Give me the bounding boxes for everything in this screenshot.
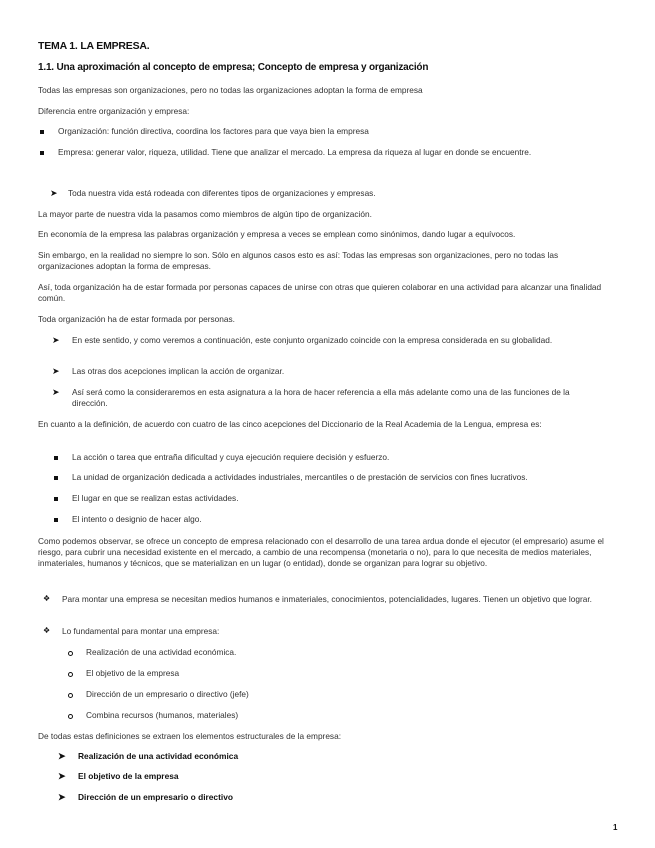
arrow-bullet-icon: ➤ bbox=[52, 387, 60, 397]
list-item-text: El intento o designio de hacer algo. bbox=[72, 514, 202, 524]
paragraph-5: Sin embargo, en la realidad no siempre lo son. Sólo en algunos casos esto es así: Todas las empresas son organizaciones, pero no todas las organizaciones adoptan la forma de empresas. bbox=[38, 250, 559, 271]
diamond-bullet-icon: ❖ bbox=[43, 594, 51, 603]
section-heading: 1.1. Una aproximación al concepto de empresa; Concepto de empresa y organización bbox=[38, 62, 429, 73]
list-item-text: Así será como la consideraremos en esta asignatura a la hora de hacer referencia a ella más adelante como una de las funciones de la dirección. bbox=[72, 387, 570, 408]
paragraph-1: Todas las empresas son organizaciones, pero no todas las organizaciones adoptan la forma de empresa bbox=[38, 85, 423, 95]
list-item-text: Para montar una empresa se necesitan medios humanos e inmateriales, conocimientos, potencialidades, lugares. Tienen un objetivo que lograr. bbox=[62, 594, 592, 604]
document-title: TEMA 1. LA EMPRESA. bbox=[38, 40, 150, 52]
list-item-text: Realización de una actividad económica bbox=[78, 751, 239, 761]
list-item-text: Lo fundamental para montar una empresa: bbox=[62, 626, 220, 636]
list-item-text: En este sentido, y como veremos a continuación, este conjunto organizado coincide con la empresa considerada en su globalidad. bbox=[72, 335, 553, 345]
paragraph-2: Diferencia entre organización y empresa: bbox=[38, 106, 190, 116]
square-bullet-icon bbox=[54, 518, 58, 522]
list-item-text: Toda nuestra vida está rodeada con diferentes tipos de organizaciones y empresas. bbox=[68, 188, 376, 198]
list-item-text: El objetivo de la empresa bbox=[86, 668, 180, 678]
paragraph-6: Así, toda organización ha de estar formada por personas capaces de unirse con otras que quieren colaborar en una actividad para alcanzar una finalidad común. bbox=[38, 282, 602, 303]
page-number: 1 bbox=[613, 823, 618, 832]
arrow-bullet-icon: ➤ bbox=[58, 792, 66, 802]
arrow-bullet-icon: ➤ bbox=[50, 188, 58, 198]
list-item-text: La unidad de organización dedicada a actividades industriales, mercantiles o de prestación de servicios con fines lucrativos. bbox=[72, 472, 528, 482]
square-bullet-icon bbox=[40, 151, 44, 155]
paragraph-9: Como podemos observar, se ofrece un concepto de empresa relacionado con el desarrollo de una tarea ardua donde el ejecutor (el empresario) asume el riesgo, para cubrir una necesidad existente en el mercado, a cambio de una recompensa (monetaria o no), para lo que necesita de medios materiales, inmateriales, humanos y técnicos, que se materializan en un lugar (o entidad), donde se organizan para lograr su objetivo. bbox=[38, 536, 604, 568]
arrow-bullet-icon: ➤ bbox=[58, 751, 66, 761]
circle-bullet-icon bbox=[68, 693, 73, 698]
circle-bullet-icon bbox=[68, 672, 73, 677]
list-item-text: Combina recursos (humanos, materiales) bbox=[86, 710, 239, 720]
arrow-bullet-icon: ➤ bbox=[52, 335, 60, 345]
list-item-text: Dirección de un empresario o directivo (jefe) bbox=[86, 689, 249, 699]
circle-bullet-icon bbox=[68, 651, 73, 656]
square-bullet-icon bbox=[54, 497, 58, 501]
list-item-text: Empresa: generar valor, riqueza, utilidad. Tiene que analizar el mercado. La empresa da riqueza al lugar en donde se encuentre. bbox=[58, 147, 532, 157]
list-item-text: Las otras dos acepciones implican la acción de organizar. bbox=[72, 366, 285, 376]
paragraph-10: De todas estas definiciones se extraen los elementos estructurales de la empresa: bbox=[38, 731, 341, 741]
circle-bullet-icon bbox=[68, 714, 73, 719]
paragraph-4: En economía de la empresa las palabras organización y empresa a veces se emplean como sinónimos, dando lugar a equívocos. bbox=[38, 229, 516, 239]
arrow-bullet-icon: ➤ bbox=[52, 366, 60, 376]
list-item-text: Dirección de un empresario o directivo bbox=[78, 792, 233, 802]
list-item-text: La acción o tarea que entraña dificultad y cuya ejecución requiere decisión y esfuerzo. bbox=[72, 452, 390, 462]
paragraph-7: Toda organización ha de estar formada por personas. bbox=[38, 314, 235, 324]
list-item-text: El lugar en que se realizan estas actividades. bbox=[72, 493, 239, 503]
list-item-text: El objetivo de la empresa bbox=[78, 771, 179, 781]
list-item-text: Realización de una actividad económica. bbox=[86, 647, 237, 657]
square-bullet-icon bbox=[54, 456, 58, 460]
paragraph-3: La mayor parte de nuestra vida la pasamos como miembros de algún tipo de organización. bbox=[38, 209, 372, 219]
square-bullet-icon bbox=[54, 476, 58, 480]
paragraph-8: En cuanto a la definición, de acuerdo con cuatro de las cinco acepciones del Diccionario de la Real Academia de la Lengua, empresa es: bbox=[38, 419, 542, 429]
diamond-bullet-icon: ❖ bbox=[43, 626, 51, 635]
list-item-text: Organización: función directiva, coordina los factores para que vaya bien la empresa bbox=[58, 126, 369, 136]
square-bullet-icon bbox=[40, 130, 44, 134]
arrow-bullet-icon: ➤ bbox=[58, 771, 66, 781]
